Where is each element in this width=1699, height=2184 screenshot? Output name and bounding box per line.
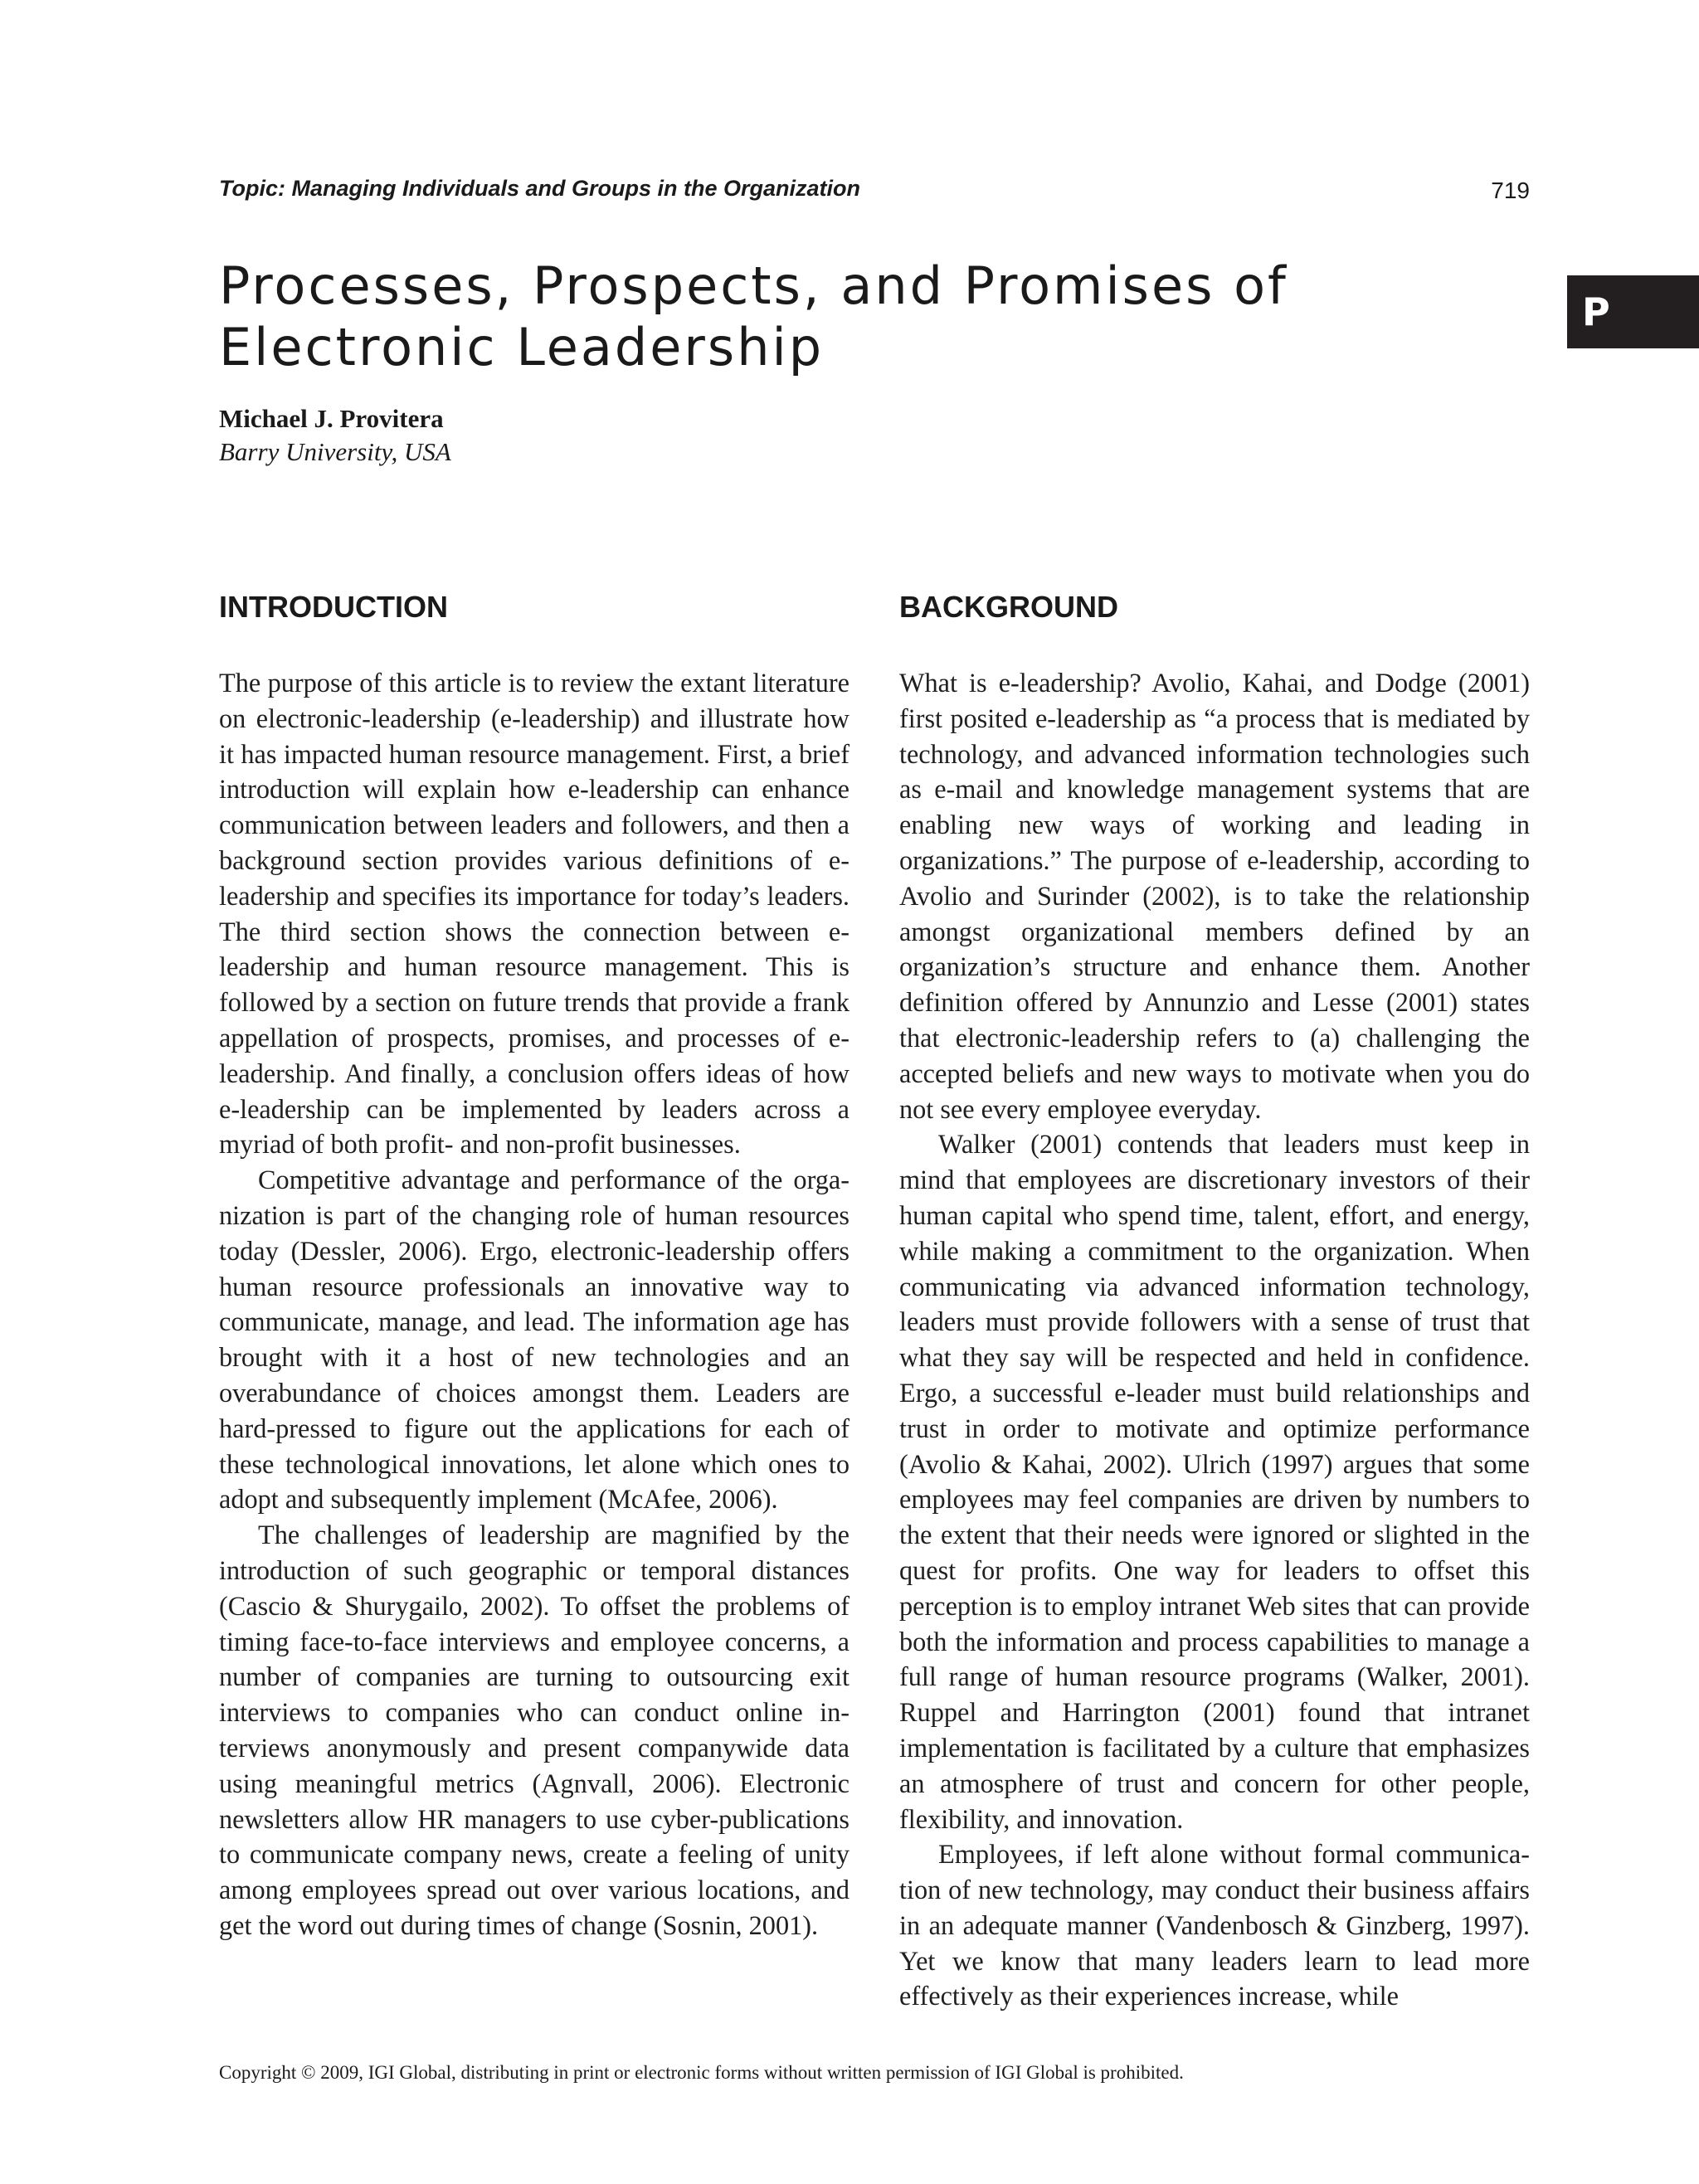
- topic-header: Topic: Managing Individuals and Groups in the Organization: [219, 176, 861, 201]
- article-title-line-1: Processes, Prospects, and Promises of: [219, 255, 1288, 316]
- section-tab-marker: P: [1567, 275, 1699, 348]
- article-title-line-2: Electronic Leadership: [219, 317, 825, 377]
- background-heading: BACKGROUND: [899, 590, 1118, 624]
- introduction-paragraph: The purpose of this article is to review the extant literature on electronic-leadership (e-leadership) and illustrate how it has impacted human resource management. First, a brief introduction will explain how e-leadership can enhance communication between leaders and followers, and then a background section provides various definitions of e-leadership and specifies its importance for today’s leaders. The third section shows the connection between e-leadership and human resource management. This is followed by a section on future trends that provide a frank appellation of prospects, promises, and processes of e-leadership. And finally, a conclusion offers ideas of how e-leadership can be implemented by leaders across a myriad of both profit- and non-profit businesses.: [219, 668, 850, 1160]
- author-affiliation: Barry University, USA: [219, 437, 451, 466]
- background-paragraph: Employees, if left alone without formal communication of new technology, may conduct their business affairs in an adequate manner (Vandenbosch & Ginzberg, 1997). Yet we know that many leaders learn to lead more effectively as their experiences increase, while: [899, 1839, 1530, 2011]
- introduction-paragraph: The challenges of leadership are magnified by the introduction of such geographic or temporal distances (Cascio & Shurygailo, 2002). To offset the problems of timing face-to-face interviews and employee concerns, a number of companies are turning to outsourcing exit interviews to companies who can conduct online interviews anonymously and present companywide data using meaningful metrics (Agnvall, 2006). Electronic newsletters allow HR managers to use cyber-publications to communicate company news, create a feeling of unity among employees spread out over various locations, and get the word out during times of change (Sosnin, 2001).: [219, 1520, 850, 1940]
- page-number: 719: [1491, 178, 1530, 203]
- background-paragraph: Walker (2001) contends that leaders must keep in mind that employees are discretionary investors of their human capital who spend time, talent, effort, and energy, while making a commitment to the organization. When communicating via advanced information technology, leaders must provide followers with a sense of trust that what they say will be respected and held in confidence. Ergo, a successful e-leader must build relationships and trust in order to motivate and optimize performance (Avolio & Kahai, 2002). Ulrich (1997) argues that some employees may feel companies are driven by numbers to the extent that their needs were ignored or slighted in the quest for profits. One way for leaders to offset this perception is to employ intranet Web sites that can provide both the information and process capabilities to manage a full range of human resource programs (Walker, 2001). Ruppel and Harrington (2001) found that intranet implementation is facilitated by a culture that emphasizes an atmosphere of trust and concern for other people, flexibility, and innovation.: [899, 1129, 1530, 1834]
- introduction-paragraph: Competitive advantage and performance of the organization is part of the changing role of human resources today (Dessler, 2006). Ergo, electronic-leadership offers human resource professionals an innovative way to communicate, manage, and lead. The information age has brought with it a host of new technologies and an overabundance of choices amongst them. Leaders are hard-pressed to figure out the applications for each of these technological innovations, let alone which ones to adopt and subsequently implement (McAfee, 2006).: [219, 1165, 850, 1515]
- introduction-heading: INTRODUCTION: [219, 590, 448, 624]
- background-paragraph: What is e-leadership? Avolio, Kahai, and Dodge (2001) first posited e-leadership as “a process that is mediated by technology, and advanced information technologies such as e-mail and knowledge management systems that are enabling new ways of working and leading in organizations.” The purpose of e-leadership, according to Avolio and Surinder (2002), is to take the relationship amongst organizational members defined by an organization’s structure and enhance them. Another definition offered by Annunzio and Lesse (2001) states that electronic-leadership refers to (a) challenging the accepted beliefs and new ways to motivate when you do not see every employee everyday.: [899, 668, 1530, 1124]
- author-name: Michael J. Provitera: [219, 404, 444, 433]
- copyright-notice: Copyright © 2009, IGI Global, distributing in print or electronic forms without written permission of IGI Global is prohibited.: [219, 2062, 1184, 2083]
- article-title: [219, 255, 1288, 378]
- introduction-section: [219, 589, 850, 1943]
- background-section: [899, 589, 1530, 2014]
